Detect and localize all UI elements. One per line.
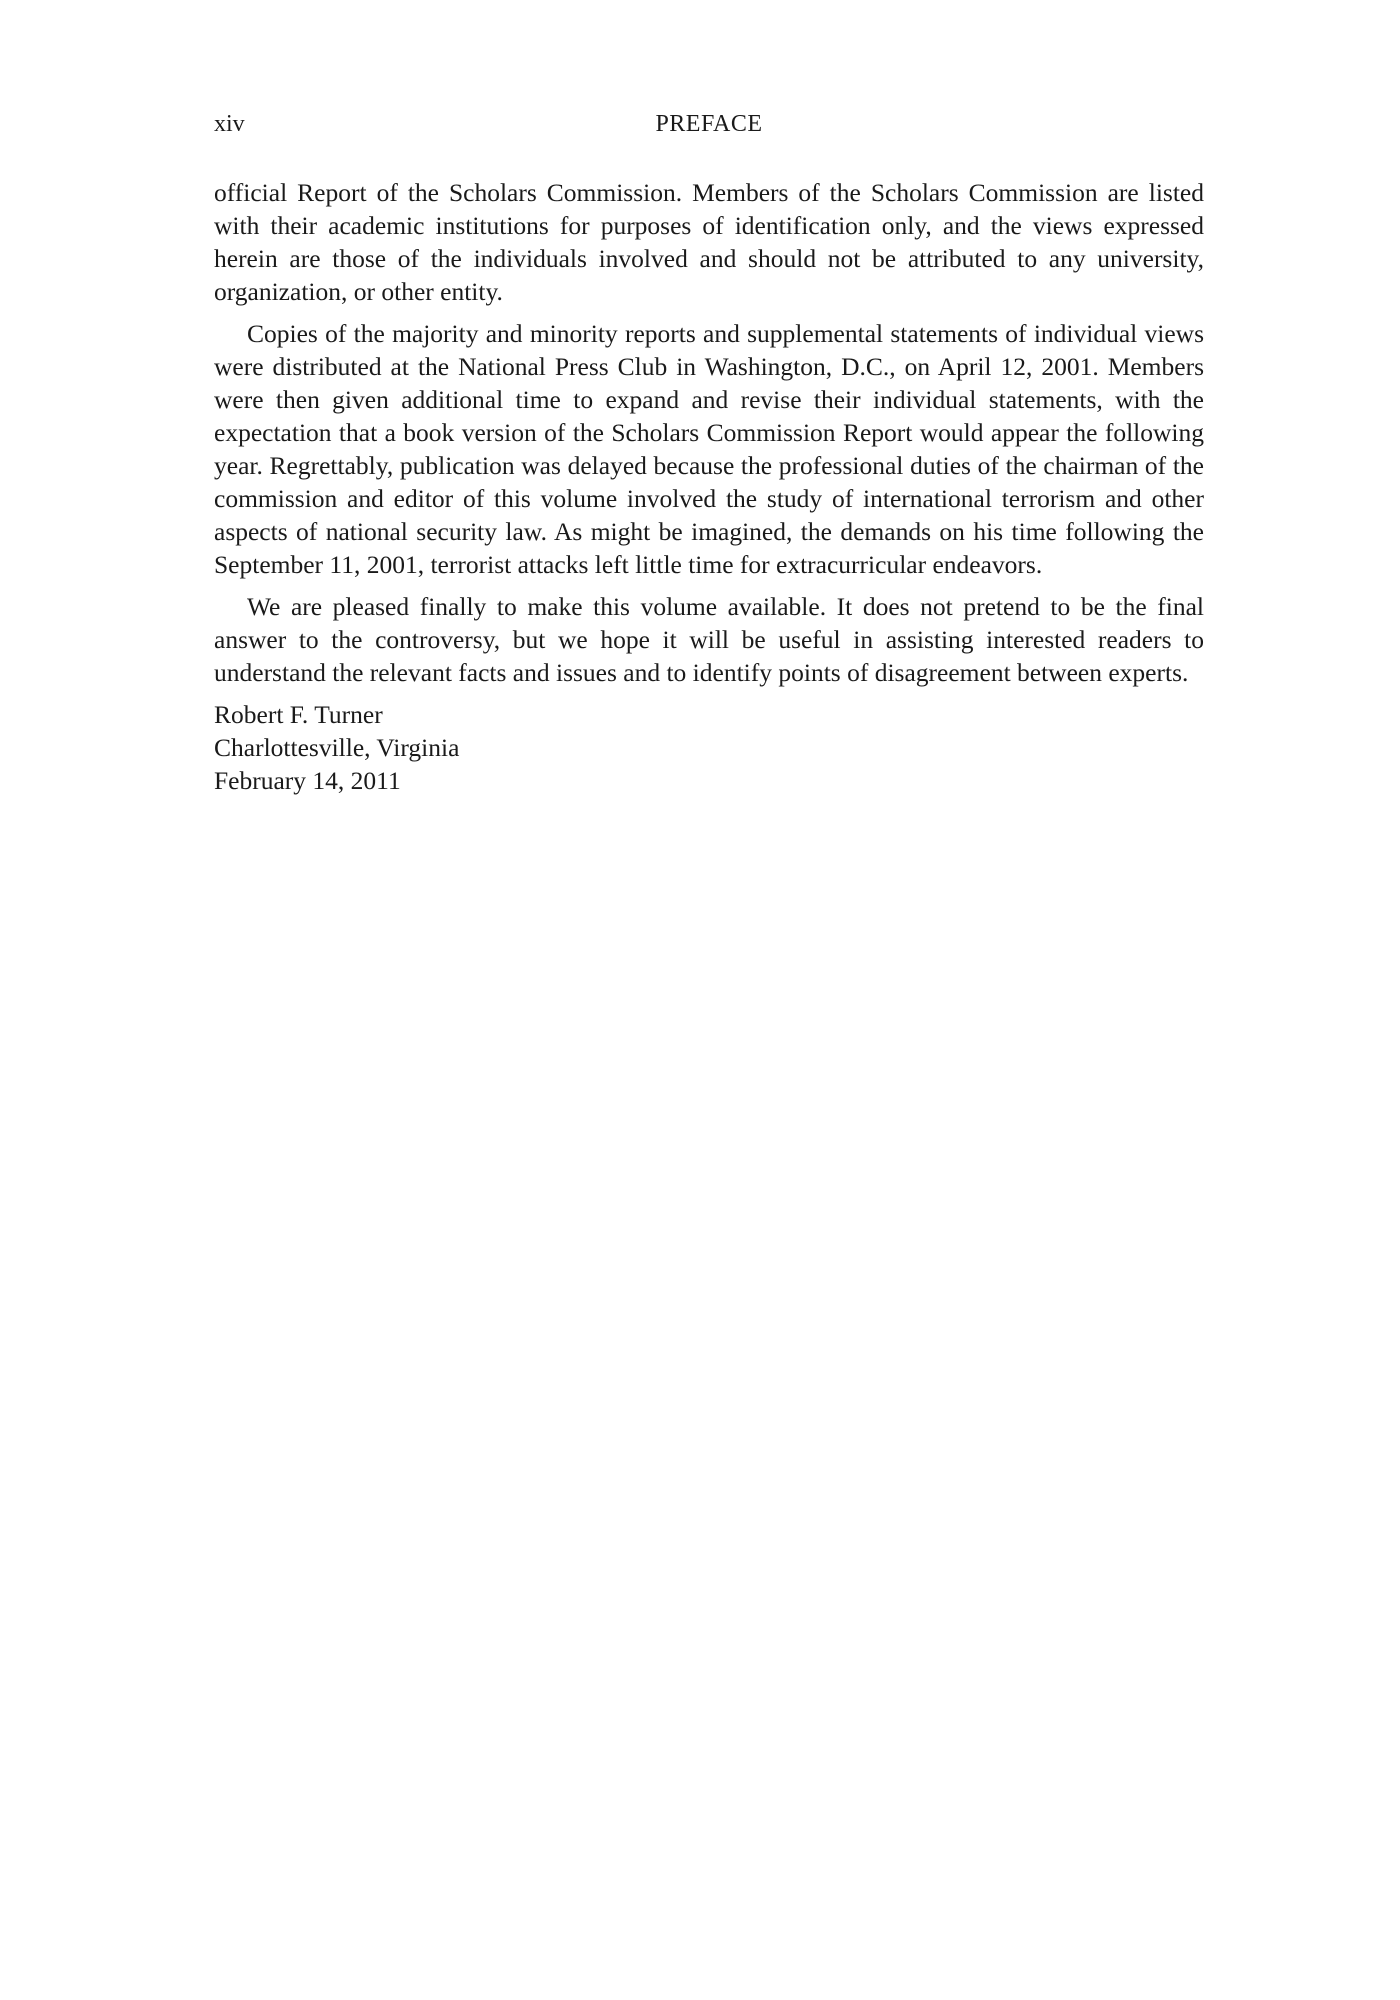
body-text <box>214 176 1204 797</box>
page-number: xiv <box>214 111 245 137</box>
signature-place: Charlottesville, Virginia <box>214 733 460 762</box>
paragraph-volume-available: We are pleased finally to make this volume available. It does not pretend to be the final answer to the controversy, but we hope it will be useful in assisting interested readers to understand the relevant facts and issues and to identify points of disagreement between experts. <box>214 592 1204 687</box>
paragraph-reports-distribution: Copies of the majority and minority reports and supplemental statements of individual views were distributed at the National Press Club in Washington, D.C., on April 12, 2001. Members were then given additional time to expand and revise their individual statements, with the expectation that a book version of the Scholars Commission Report would appear the following year. Regrettably, publication was delayed because the professional duties of the chairman of the commission and editor of this volume involved the study of international terrorism and other aspects of national security law. As might be imagined, the demands on his time following the September 11, 2001, terrorist attacks left little time for extracurricular endeavors. <box>214 319 1204 579</box>
running-head <box>214 108 1204 140</box>
paragraph-continued: official Report of the Scholars Commission. Members of the Scholars Commission are listed with their academic institutions for purposes of identification only, and the views expressed herein are those of the individuals involved and should not be attributed to any university, organization, or other entity. <box>214 178 1204 306</box>
signature-block <box>214 698 1204 797</box>
running-head-title: PREFACE <box>655 111 763 137</box>
signature-date: February 14, 2011 <box>214 766 401 795</box>
signature-name: Robert F. Turner <box>214 700 383 729</box>
